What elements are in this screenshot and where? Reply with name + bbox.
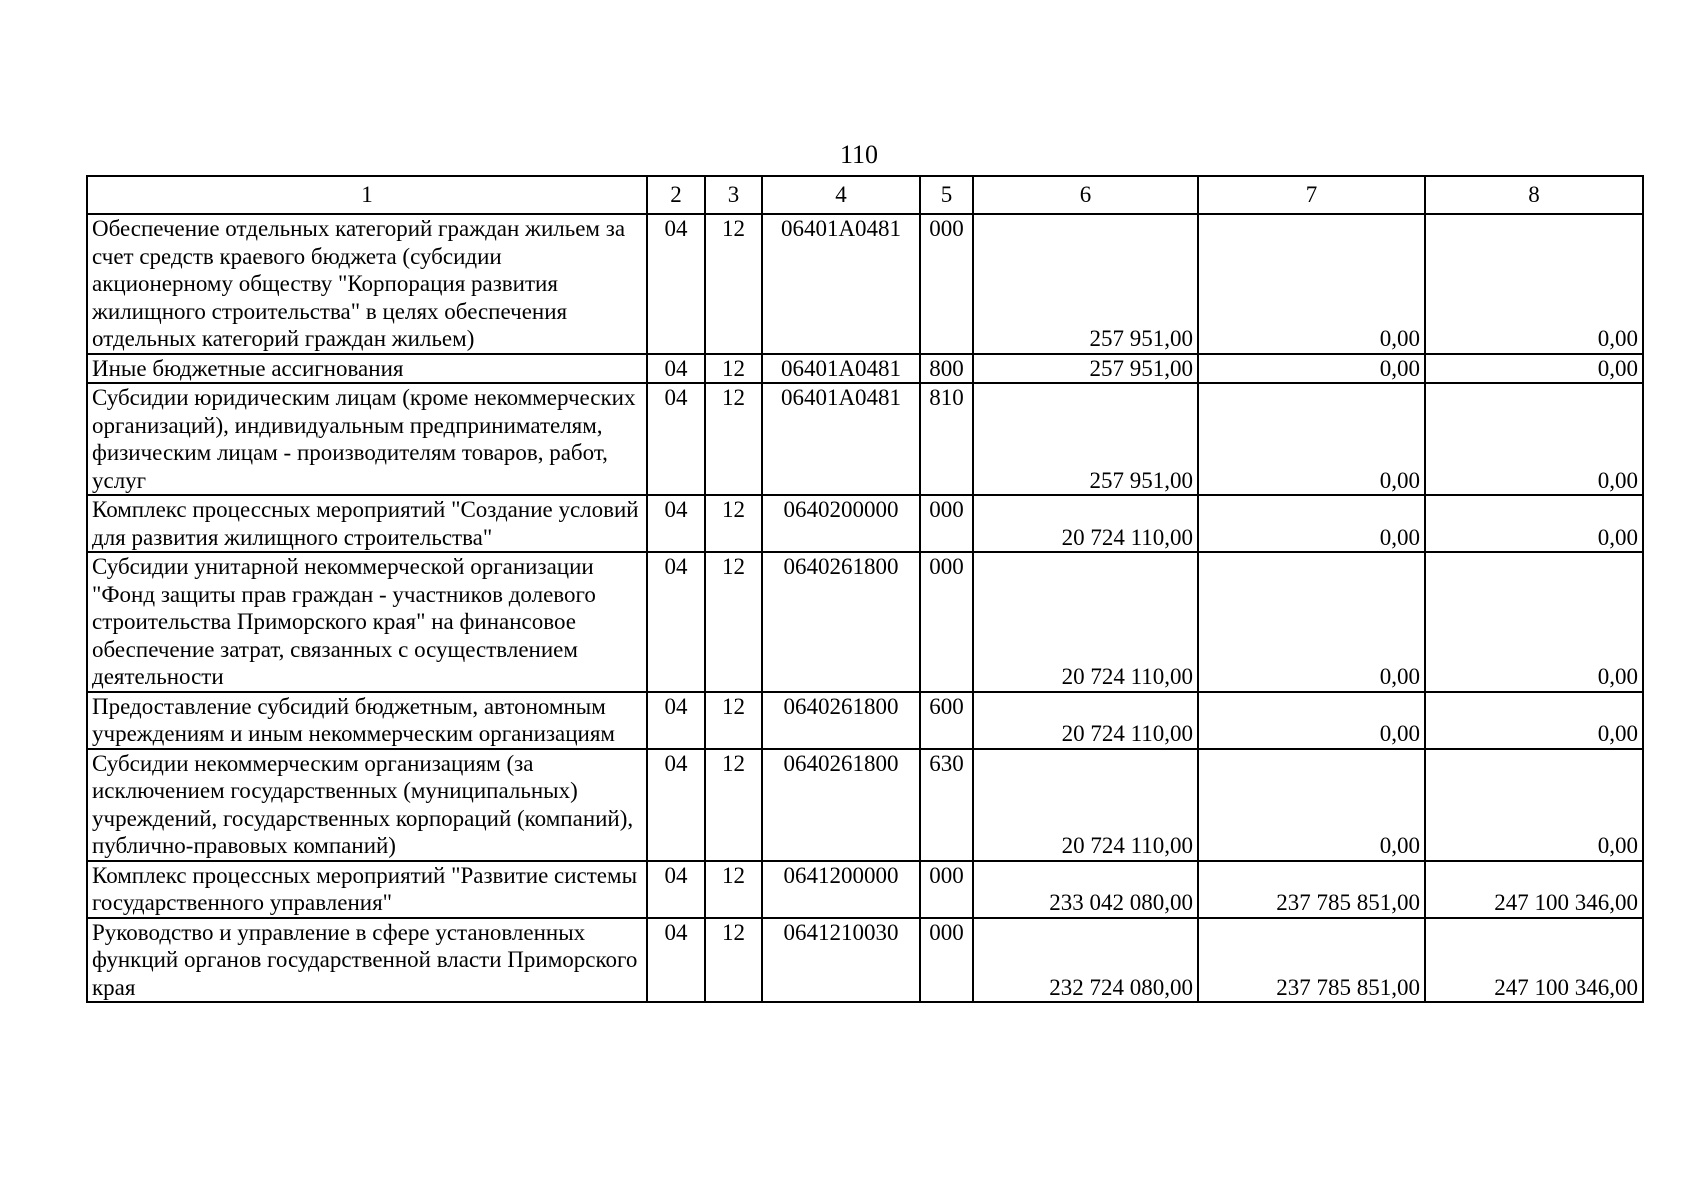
column-header: 4 — [762, 176, 920, 214]
section-code: 04 — [647, 354, 705, 384]
expense-type-code: 800 — [920, 354, 973, 384]
target-article-code: 0640261800 — [762, 552, 920, 692]
expense-type-code: 630 — [920, 749, 973, 861]
amount-col7: 0,00 — [1198, 354, 1425, 384]
expense-type-code: 600 — [920, 692, 973, 749]
column-header: 1 — [87, 176, 647, 214]
budget-table — [86, 175, 1644, 1003]
page-number: 110 — [839, 140, 879, 169]
target-article-code: 06401А0481 — [762, 214, 920, 354]
expense-type-code: 000 — [920, 918, 973, 1003]
subsection-code: 12 — [705, 214, 762, 354]
column-header: 3 — [705, 176, 762, 214]
row-description: Комплекс процессных мероприятий "Развитие системы государственного управления" — [87, 861, 647, 918]
table-row — [87, 495, 1643, 552]
table-row — [87, 749, 1643, 861]
amount-col7: 0,00 — [1198, 692, 1425, 749]
target-article-code: 06401А0481 — [762, 354, 920, 384]
target-article-code: 06401А0481 — [762, 383, 920, 495]
amount-col6: 20 724 110,00 — [973, 692, 1198, 749]
section-code: 04 — [647, 495, 705, 552]
amount-col8: 247 100 346,00 — [1425, 918, 1643, 1003]
subsection-code: 12 — [705, 552, 762, 692]
expense-type-code: 000 — [920, 552, 973, 692]
amount-col6: 20 724 110,00 — [973, 495, 1198, 552]
subsection-code: 12 — [705, 354, 762, 384]
table-row — [87, 552, 1643, 692]
section-code: 04 — [647, 692, 705, 749]
table-row — [87, 383, 1643, 495]
row-description: Обеспечение отдельных категорий граждан жильем за счет средств краевого бюджета (субсидии акционерному обществу "Корпорация развития жилищного строительства" в целях обеспечения отдельных категорий граждан жильем) — [87, 214, 647, 354]
section-code: 04 — [647, 918, 705, 1003]
expense-type-code: 000 — [920, 214, 973, 354]
amount-col6: 233 042 080,00 — [973, 861, 1198, 918]
amount-col8: 0,00 — [1425, 214, 1643, 354]
amount-col8: 0,00 — [1425, 383, 1643, 495]
subsection-code: 12 — [705, 861, 762, 918]
amount-col6: 20 724 110,00 — [973, 749, 1198, 861]
amount-col7: 0,00 — [1198, 383, 1425, 495]
column-header: 7 — [1198, 176, 1425, 214]
row-description: Субсидии некоммерческим организациям (за исключением государственных (муниципальных) учреждений, государственных корпораций (компаний), публично-правовых компаний) — [87, 749, 647, 861]
column-header: 2 — [647, 176, 705, 214]
amount-col7: 237 785 851,00 — [1198, 918, 1425, 1003]
subsection-code: 12 — [705, 495, 762, 552]
amount-col7: 0,00 — [1198, 495, 1425, 552]
amount-col6: 20 724 110,00 — [973, 552, 1198, 692]
row-description: Предоставление субсидий бюджетным, автономным учреждениям и иным некоммерческим организациям — [87, 692, 647, 749]
row-description: Комплекс процессных мероприятий "Создание условий для развития жилищного строительства" — [87, 495, 647, 552]
target-article-code: 0641200000 — [762, 861, 920, 918]
section-code: 04 — [647, 214, 705, 354]
amount-col6: 257 951,00 — [973, 354, 1198, 384]
expense-type-code: 810 — [920, 383, 973, 495]
row-description: Субсидии унитарной некоммерческой организации "Фонд защиты прав граждан - участников долевого строительства Приморского края" на финансовое обеспечение затрат, связанных с осуществлением деятельности — [87, 552, 647, 692]
table-row — [87, 861, 1643, 918]
section-code: 04 — [647, 749, 705, 861]
target-article-code: 0640261800 — [762, 749, 920, 861]
table-row — [87, 918, 1643, 1003]
table-row — [87, 354, 1643, 384]
subsection-code: 12 — [705, 383, 762, 495]
target-article-code: 0640261800 — [762, 692, 920, 749]
amount-col7: 0,00 — [1198, 552, 1425, 692]
amount-col6: 232 724 080,00 — [973, 918, 1198, 1003]
amount-col8: 0,00 — [1425, 749, 1643, 861]
table-row — [87, 692, 1643, 749]
column-number-row — [87, 176, 1643, 214]
column-header: 8 — [1425, 176, 1643, 214]
column-header: 6 — [973, 176, 1198, 214]
section-code: 04 — [647, 383, 705, 495]
amount-col8: 247 100 346,00 — [1425, 861, 1643, 918]
amount-col7: 237 785 851,00 — [1198, 861, 1425, 918]
table-row — [87, 214, 1643, 354]
row-description: Иные бюджетные ассигнования — [87, 354, 647, 384]
row-description: Субсидии юридическим лицам (кроме некоммерческих организаций), индивидуальным предпринимателям, физическим лицам - производителям товаров, работ, услуг — [87, 383, 647, 495]
target-article-code: 0641210030 — [762, 918, 920, 1003]
amount-col8: 0,00 — [1425, 354, 1643, 384]
section-code: 04 — [647, 861, 705, 918]
section-code: 04 — [647, 552, 705, 692]
amount-col7: 0,00 — [1198, 749, 1425, 861]
amount-col8: 0,00 — [1425, 552, 1643, 692]
subsection-code: 12 — [705, 749, 762, 861]
target-article-code: 0640200000 — [762, 495, 920, 552]
column-header: 5 — [920, 176, 973, 214]
amount-col8: 0,00 — [1425, 495, 1643, 552]
amount-col6: 257 951,00 — [973, 383, 1198, 495]
row-description: Руководство и управление в сфере установленных функций органов государственной власти Приморского края — [87, 918, 647, 1003]
expense-type-code: 000 — [920, 861, 973, 918]
amount-col8: 0,00 — [1425, 692, 1643, 749]
subsection-code: 12 — [705, 692, 762, 749]
amount-col6: 257 951,00 — [973, 214, 1198, 354]
expense-type-code: 000 — [920, 495, 973, 552]
amount-col7: 0,00 — [1198, 214, 1425, 354]
subsection-code: 12 — [705, 918, 762, 1003]
